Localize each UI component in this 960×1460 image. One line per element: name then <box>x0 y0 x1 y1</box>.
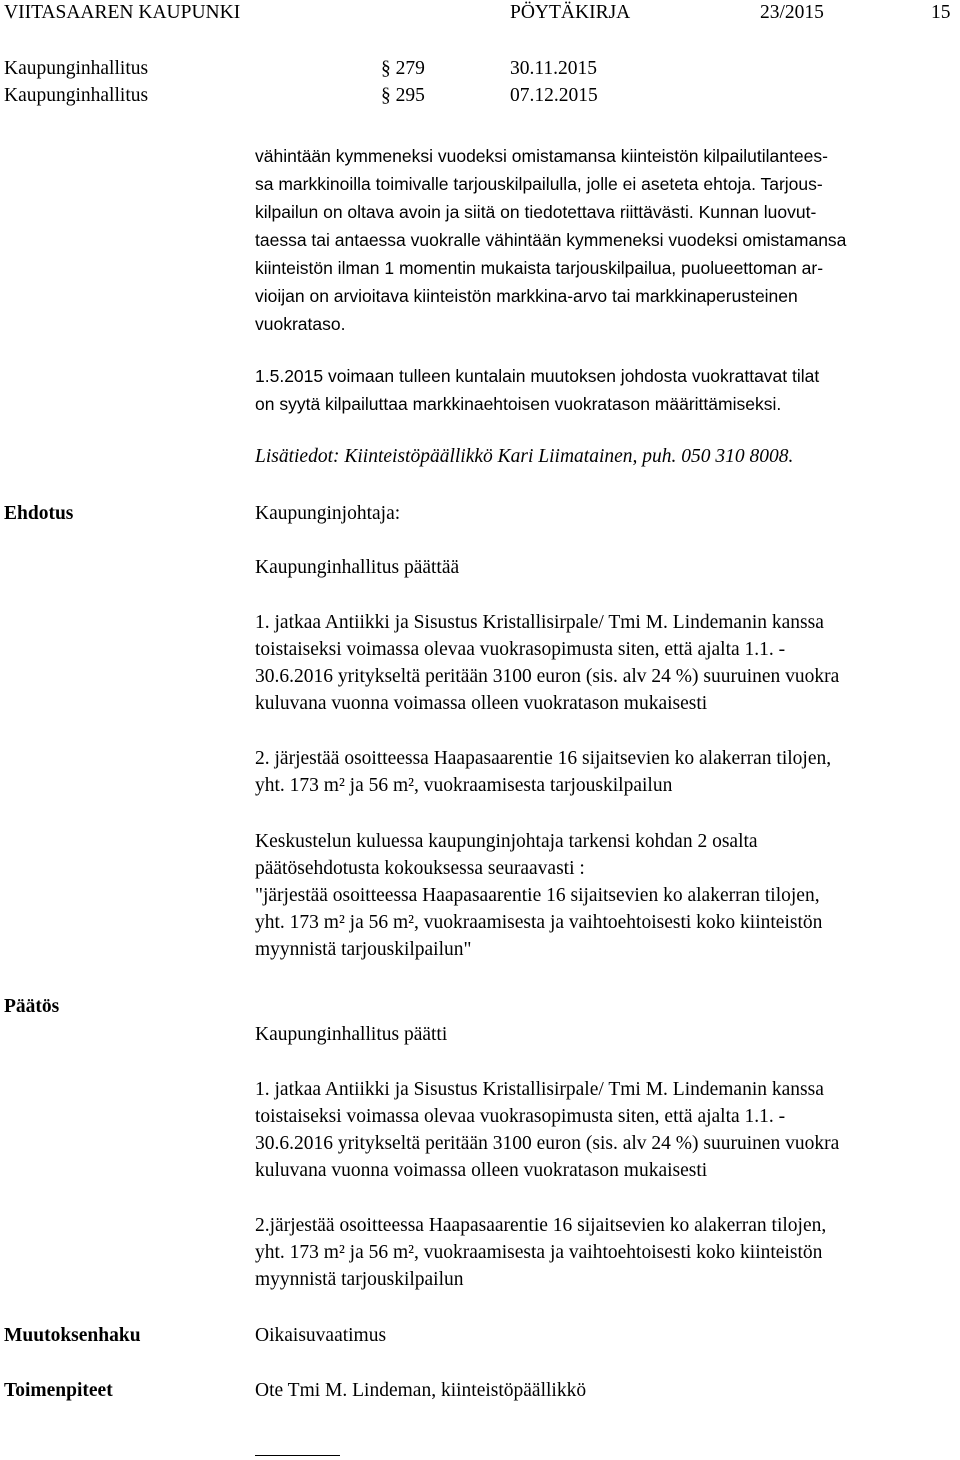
meeting-date: 30.11.2015 <box>510 58 598 79</box>
paragraph-line: 30.6.2016 yritykseltä peritään 3100 euron (sis. alv 24 %) suuruinen vuokra <box>255 666 840 687</box>
paragraph-line: myynnistä tarjouskilpailun <box>255 1269 464 1290</box>
paragraph-line: 2.järjestää osoitteessa Haapasaarentie 16 sijaitsevien ko alakerran tilojen, <box>255 1215 827 1236</box>
meeting-section: § 279 <box>381 58 425 79</box>
paragraph-line: 2. järjestää osoitteessa Haapasaarentie 16 sijaitsevien ko alakerran tilojen, <box>255 748 832 769</box>
paragraph-line: "järjestää osoitteessa Haapasaarentie 16 sijaitsevien ko alakerran tilojen, <box>255 885 820 906</box>
paragraph-line: 1. jatkaa Antiikki ja Sisustus Kristallisirpale/ Tmi M. Lindemanin kanssa <box>255 612 824 633</box>
paragraph-line: kiinteistön ilman 1 momentin mukaista tarjouskilpailua, puolueettoman ar- <box>255 258 824 278</box>
actions-recipients: Ote Tmi M. Lindeman, kiinteistöpäällikkö <box>255 1380 587 1401</box>
decision-intro: Kaupunginhallitus päätti <box>255 1024 448 1045</box>
paragraph-line: kilpailun on oltava avoin ja siitä on tiedotettava riittävästi. Kunnan luovut- <box>255 202 817 222</box>
document-type: PÖYTÄKIRJA <box>510 2 631 23</box>
paragraph-line: yht. 173 m² ja 56 m², vuokraamisesta ja vaihtoehtoisesti koko kiinteistön <box>255 1242 823 1263</box>
paragraph-line: toistaiseksi voimassa olevaa vuokrasopimusta siten, että ajalta 1.1. - <box>255 639 786 660</box>
contact-info: Lisätiedot: Kiinteistöpäällikkö Kari Liimatainen, puh. 050 310 8008. <box>255 446 794 467</box>
paragraph-line: vuokrataso. <box>255 314 346 334</box>
paragraph-line: vioijan on arvioitava kiinteistön markkina-arvo tai markkinaperusteinen <box>255 286 798 306</box>
paragraph-line: yht. 173 m² ja 56 m², vuokraamisesta tarjouskilpailun <box>255 775 673 796</box>
appeal-instruction: Oikaisuvaatimus <box>255 1325 387 1346</box>
document-number: 23/2015 <box>760 2 824 23</box>
paragraph-line: on syytä kilpailuttaa markkinaehtoisen vuokratason määrittämiseksi. <box>255 394 782 414</box>
paragraph-line: toistaiseksi voimassa olevaa vuokrasopimusta siten, että ajalta 1.1. - <box>255 1106 786 1127</box>
meeting-date: 07.12.2015 <box>510 85 598 106</box>
footer-divider <box>255 1455 340 1456</box>
paragraph-line: myynnistä tarjouskilpailun" <box>255 939 472 960</box>
section-label-muutoksenhaku: Muutoksenhaku <box>4 1325 141 1346</box>
meeting-body: Kaupunginhallitus <box>4 85 149 106</box>
paragraph-line: taessa tai antaessa vuokralle vähintään kymmeneksi vuodeksi omistamansa <box>255 230 847 250</box>
section-label-toimenpiteet: Toimenpiteet <box>4 1380 113 1401</box>
paragraph-line: sa markkinoilla toimivalle tarjouskilpailulla, jolle ei aseteta ehtoja. Tarjous- <box>255 174 823 194</box>
paragraph-line: 30.6.2016 yritykseltä peritään 3100 euron (sis. alv 24 %) suuruinen vuokra <box>255 1133 840 1154</box>
presenter: Kaupunginjohtaja: <box>255 503 401 524</box>
decision-intro: Kaupunginhallitus päättää <box>255 557 460 578</box>
paragraph-line: kuluvana vuonna voimassa olleen vuokratason mukaisesti <box>255 1160 708 1181</box>
meeting-body: Kaupunginhallitus <box>4 58 149 79</box>
paragraph-line: 1. jatkaa Antiikki ja Sisustus Kristallisirpale/ Tmi M. Lindemanin kanssa <box>255 1079 824 1100</box>
paragraph-line: 1.5.2015 voimaan tulleen kuntalain muutoksen johdosta vuokrattavat tilat <box>255 366 820 386</box>
paragraph-line: vähintään kymmeneksi vuodeksi omistamansa kiinteistön kilpailutilantees- <box>255 146 828 166</box>
page-number: 15 <box>931 2 951 23</box>
meeting-section: § 295 <box>381 85 425 106</box>
paragraph-line: kuluvana vuonna voimassa olleen vuokratason mukaisesti <box>255 693 708 714</box>
paragraph-line: yht. 173 m² ja 56 m², vuokraamisesta ja vaihtoehtoisesti koko kiinteistön <box>255 912 823 933</box>
organization-name: VIITASAAREN KAUPUNKI <box>4 2 241 23</box>
section-label-paatos: Päätös <box>4 996 60 1017</box>
paragraph-line: päätösehdotusta kokouksessa seuraavasti : <box>255 858 585 879</box>
section-label-ehdotus: Ehdotus <box>4 503 74 524</box>
paragraph-line: Keskustelun kuluessa kaupunginjohtaja tarkensi kohdan 2 osalta <box>255 831 758 852</box>
